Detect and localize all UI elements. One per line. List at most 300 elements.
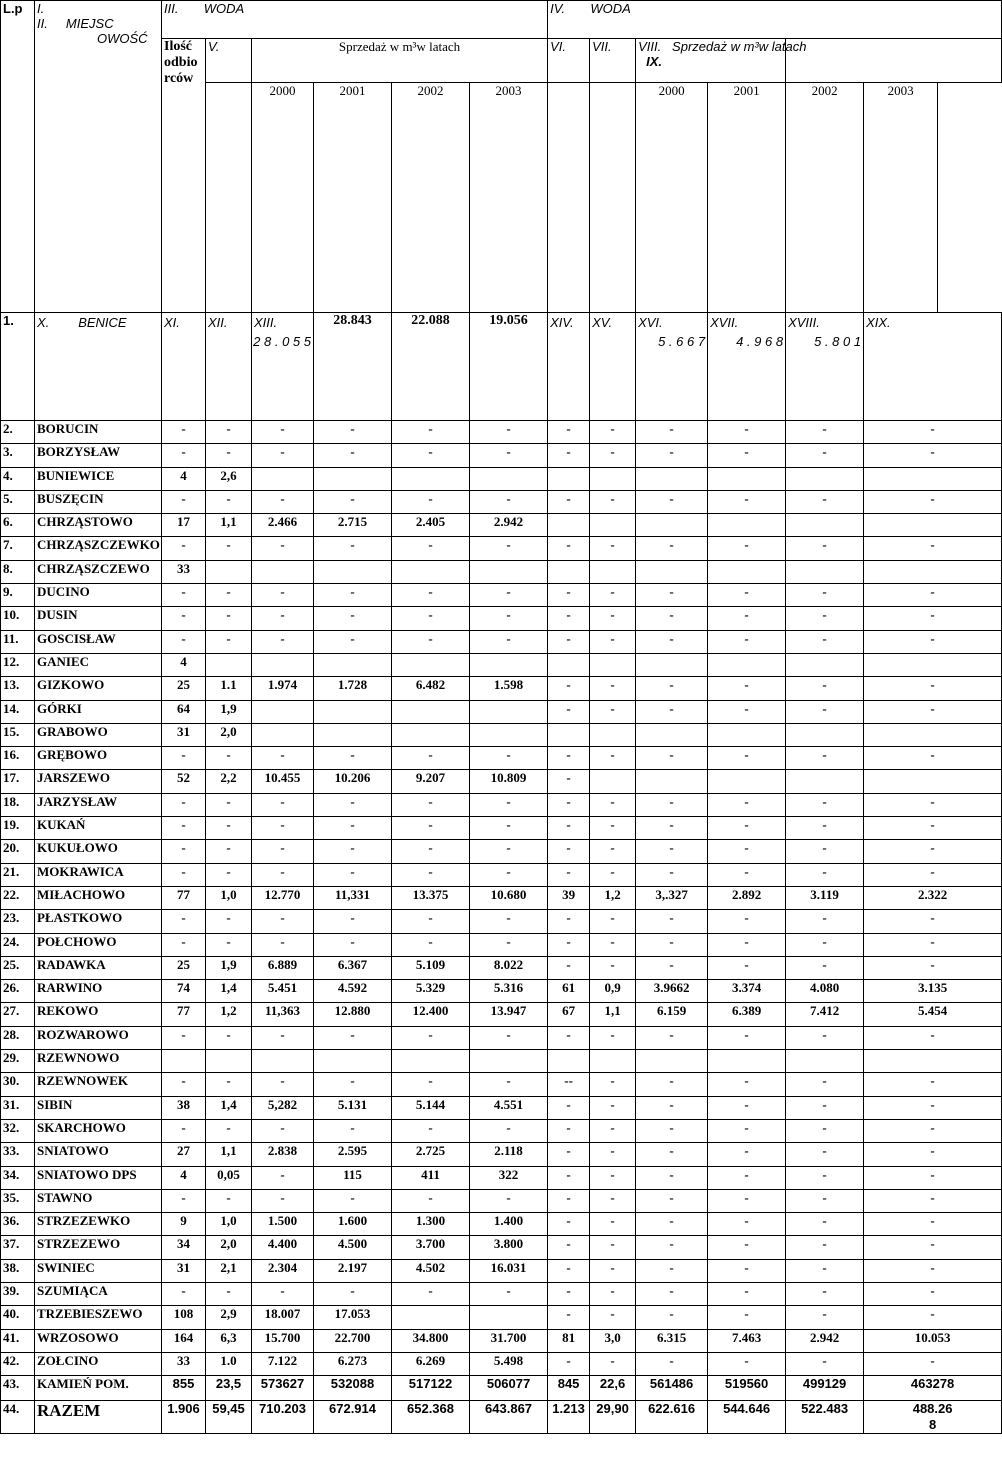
place-name: BUSZĘCIN — [35, 490, 162, 513]
woda-group-header-2 — [548, 1, 1002, 39]
table-cell: 1,2 — [590, 886, 636, 909]
table-row — [1, 1282, 1002, 1305]
table-cell: 322 — [470, 1166, 548, 1189]
table-cell: - — [636, 1119, 708, 1142]
row-number: 36. — [1, 1213, 35, 1236]
place-name: SWINIEC — [35, 1259, 162, 1282]
table-cell: - — [786, 1166, 864, 1189]
table-cell: - — [162, 1073, 206, 1096]
table-cell: 4 — [162, 653, 206, 676]
row-number: 18. — [1, 793, 35, 816]
table-cell — [314, 1050, 392, 1073]
table-cell: - — [786, 1143, 864, 1166]
table-cell: - — [786, 1119, 864, 1142]
table-cell: - — [708, 1306, 786, 1329]
table-cell: - — [162, 1026, 206, 1049]
table-cell: 4.551 — [470, 1096, 548, 1119]
table-cell: - — [708, 630, 786, 653]
table-cell: - — [548, 444, 590, 467]
table-cell: 1.906 — [162, 1401, 206, 1434]
table-cell: - — [252, 747, 314, 770]
table-cell: 1.600 — [314, 1213, 392, 1236]
place-name: BORUCIN — [35, 421, 162, 444]
table-cell: - — [162, 421, 206, 444]
table-cell: XIV. — [548, 313, 590, 421]
row-number: 3. — [1, 444, 35, 467]
table-cell: 488.26 8 — [864, 1401, 1002, 1434]
table-cell — [590, 514, 636, 537]
table-cell: 4.400 — [252, 1236, 314, 1259]
table-cell: - — [162, 537, 206, 560]
table-cell — [470, 723, 548, 746]
place-name: JARSZEWO — [35, 770, 162, 793]
table-cell — [708, 1050, 786, 1073]
table-cell: - — [548, 1189, 590, 1212]
table-cell — [708, 467, 786, 490]
place-name: REKOWO — [35, 1003, 162, 1026]
table-cell: - — [392, 863, 470, 886]
table-cell: - — [548, 421, 590, 444]
row-number: 33. — [1, 1143, 35, 1166]
table-cell: 2,1 — [206, 1259, 252, 1282]
row-number: 39. — [1, 1282, 35, 1305]
table-cell: - — [708, 1352, 786, 1375]
place-name: JARZYSŁAW — [35, 793, 162, 816]
table-cell: - — [548, 584, 590, 607]
table-cell: 61 — [548, 980, 590, 1003]
table-row — [1, 1401, 1002, 1434]
table-cell: - — [636, 1143, 708, 1166]
table-cell: -- — [548, 1073, 590, 1096]
table-cell: 652.368 — [392, 1401, 470, 1434]
table-cell: - — [590, 444, 636, 467]
table-cell: 3.374 — [708, 980, 786, 1003]
table-cell: - — [708, 747, 786, 770]
place-name: GRABOWO — [35, 723, 162, 746]
place-name: SNIATOWO — [35, 1143, 162, 1166]
table-cell: 5.316 — [470, 980, 548, 1003]
table-cell: - — [470, 793, 548, 816]
table-row — [1, 421, 1002, 444]
table-cell: 1,1 — [590, 1003, 636, 1026]
table-cell: 164 — [162, 1329, 206, 1352]
table-cell: - — [786, 444, 864, 467]
table-cell: - — [470, 1026, 548, 1049]
table-cell: - — [590, 1189, 636, 1212]
table-cell: - — [864, 1119, 1002, 1142]
table-cell: 34.800 — [392, 1329, 470, 1352]
table-cell — [548, 723, 590, 746]
cell-value: 4 . 9 6 8 — [736, 334, 784, 349]
table-cell: - — [786, 956, 864, 979]
table-cell — [206, 1050, 252, 1073]
place-name: DUSIN — [35, 607, 162, 630]
table-cell — [786, 313, 864, 421]
table-row — [1, 1213, 1002, 1236]
table-cell: - — [548, 1352, 590, 1375]
table-cell: 544.646 — [708, 1401, 786, 1434]
table-cell: - — [392, 490, 470, 513]
table-cell: - — [636, 537, 708, 560]
table-cell: 6.367 — [314, 956, 392, 979]
col-numeral: IV. — [550, 1, 566, 16]
table-cell: 517122 — [392, 1376, 470, 1401]
table-cell: XI. — [162, 313, 206, 421]
table-cell: 10.809 — [470, 770, 548, 793]
header-text: odbio — [164, 55, 198, 70]
table-cell: 3.9662 — [636, 980, 708, 1003]
table-cell: - — [786, 817, 864, 840]
table-row — [1, 1003, 1002, 1026]
table-cell: - — [590, 1259, 636, 1282]
table-cell: - — [252, 910, 314, 933]
table-cell: 672.914 — [314, 1401, 392, 1434]
table-cell — [590, 1050, 636, 1073]
table-row — [1, 1376, 1002, 1401]
table-cell: - — [590, 1213, 636, 1236]
table-cell: - — [252, 1282, 314, 1305]
row-number: 5. — [1, 490, 35, 513]
table-cell: 5.144 — [392, 1096, 470, 1119]
col-numeral: II. — [37, 16, 48, 31]
table-cell: 81 — [548, 1329, 590, 1352]
table-cell: 2.838 — [252, 1143, 314, 1166]
table-cell: 2.942 — [470, 514, 548, 537]
table-cell: - — [708, 1096, 786, 1119]
header-text: OWOŚĆ — [97, 31, 148, 46]
table-cell — [864, 467, 1002, 490]
cell-value: 2 8 . 0 5 5 — [253, 334, 311, 349]
place-name: BORZYSŁAW — [35, 444, 162, 467]
empty-header-cell — [548, 83, 590, 313]
table-cell: - — [392, 421, 470, 444]
table-cell: - — [864, 421, 1002, 444]
table-cell: - — [548, 1026, 590, 1049]
table-cell: - — [548, 700, 590, 723]
table-cell — [786, 1050, 864, 1073]
table-cell: 1,4 — [206, 1096, 252, 1119]
table-row — [1, 584, 1002, 607]
table-cell: - — [786, 537, 864, 560]
row-number: 44. — [1, 1401, 35, 1434]
place-name: BUNIEWICE — [35, 467, 162, 490]
year-header: 2001 — [708, 83, 786, 313]
table-row — [1, 886, 1002, 909]
table-row — [1, 770, 1002, 793]
table-cell: 1,0 — [206, 886, 252, 909]
table-cell: - — [590, 1166, 636, 1189]
table-cell: - — [470, 1189, 548, 1212]
table-cell: - — [252, 840, 314, 863]
table-cell: - — [708, 1259, 786, 1282]
table-cell: - — [548, 933, 590, 956]
table-cell: 1.300 — [392, 1213, 470, 1236]
place-name: POŁCHOWO — [35, 933, 162, 956]
table-cell: - — [708, 840, 786, 863]
col-numeral: XVII. — [710, 315, 739, 330]
table-cell: 1,0 — [206, 1213, 252, 1236]
table-cell: - — [206, 1119, 252, 1142]
table-cell: - — [314, 840, 392, 863]
table-cell: - — [590, 933, 636, 956]
table-cell: - — [206, 1282, 252, 1305]
table-cell: - — [206, 1073, 252, 1096]
empty-header-cell — [786, 39, 1002, 83]
table-cell — [470, 1306, 548, 1329]
table-cell: - — [708, 444, 786, 467]
table-cell — [636, 467, 708, 490]
table-cell: - — [470, 840, 548, 863]
place-name: RZEWNOWEK — [35, 1073, 162, 1096]
col-viii-header — [636, 39, 807, 83]
table-cell: 1.213 — [548, 1401, 590, 1434]
table-cell — [864, 653, 1002, 676]
table-cell — [864, 1050, 1002, 1073]
table-cell: - — [252, 1073, 314, 1096]
empty-header-cell — [206, 83, 252, 313]
table-cell: - — [708, 1213, 786, 1236]
table-cell: - — [864, 490, 1002, 513]
place-name: KUKUŁOWO — [35, 840, 162, 863]
place-name: STRZEZEWKO — [35, 1213, 162, 1236]
table-cell: 1.400 — [470, 1213, 548, 1236]
table-cell — [864, 770, 1002, 793]
table-cell: 31.700 — [470, 1329, 548, 1352]
table-cell: 4.502 — [392, 1259, 470, 1282]
row-number: 22. — [1, 886, 35, 909]
row-number: 6. — [1, 514, 35, 537]
table-cell: 12.880 — [314, 1003, 392, 1026]
table-cell: - — [786, 1236, 864, 1259]
table-cell: - — [864, 817, 1002, 840]
table-cell: 561486 — [636, 1376, 708, 1401]
table-cell: - — [548, 863, 590, 886]
place-name: SKARCHOWO — [35, 1119, 162, 1142]
table-cell: - — [590, 956, 636, 979]
table-cell: - — [314, 630, 392, 653]
table-cell: - — [786, 607, 864, 630]
table-cell: - — [786, 421, 864, 444]
row-number: 8. — [1, 560, 35, 583]
row-name — [35, 313, 162, 421]
table-cell: - — [708, 1073, 786, 1096]
table-cell: - — [392, 793, 470, 816]
table-cell — [590, 770, 636, 793]
table-cell — [252, 467, 314, 490]
place-name: ROZWAROWO — [35, 1026, 162, 1049]
table-cell — [708, 313, 786, 421]
table-cell: 2.892 — [708, 886, 786, 909]
table-cell: 622.616 — [636, 1401, 708, 1434]
table-cell: 77 — [162, 1003, 206, 1026]
table-cell — [708, 770, 786, 793]
table-cell — [636, 1050, 708, 1073]
table-cell: 10.053 — [864, 1329, 1002, 1352]
table-cell: 4.500 — [314, 1236, 392, 1259]
table-cell: 2,0 — [206, 723, 252, 746]
place-name: SZUMIĄCA — [35, 1282, 162, 1305]
row-number: 12. — [1, 653, 35, 676]
table-cell: - — [470, 933, 548, 956]
cell-value: 5 . 8 0 1 — [814, 334, 862, 349]
table-cell: - — [590, 1073, 636, 1096]
table-row — [1, 723, 1002, 746]
table-cell: - — [864, 793, 1002, 816]
table-cell: - — [590, 1119, 636, 1142]
table-cell: - — [162, 584, 206, 607]
table-cell: XV. — [590, 313, 636, 421]
col-numeral: VIII. — [638, 39, 662, 54]
table-cell: - — [590, 490, 636, 513]
place-name: GIZKOWO — [35, 677, 162, 700]
year-header: 2000 — [252, 83, 314, 313]
table-cell: - — [206, 933, 252, 956]
table-cell: 0,9 — [590, 980, 636, 1003]
table-cell: 4 — [162, 1166, 206, 1189]
place-name: BENICE — [78, 315, 127, 330]
table-cell — [252, 313, 314, 421]
table-cell: 31 — [162, 1259, 206, 1282]
table-cell: - — [708, 863, 786, 886]
table-cell: 8.022 — [470, 956, 548, 979]
table-cell: 5.329 — [392, 980, 470, 1003]
table-cell — [470, 700, 548, 723]
table-cell: 115 — [314, 1166, 392, 1189]
table-cell: - — [392, 630, 470, 653]
table-row — [1, 910, 1002, 933]
place-name: CHRZĄSTOWO — [35, 514, 162, 537]
table-cell: 6.159 — [636, 1003, 708, 1026]
table-cell: - — [548, 1259, 590, 1282]
table-cell: - — [590, 700, 636, 723]
table-cell: XIX. — [864, 313, 1002, 421]
table-cell: - — [590, 1236, 636, 1259]
table-cell: - — [864, 1026, 1002, 1049]
table-cell: - — [708, 1143, 786, 1166]
table-cell: - — [636, 607, 708, 630]
table-cell: - — [636, 793, 708, 816]
table-cell: - — [864, 537, 1002, 560]
table-cell: 18.007 — [252, 1306, 314, 1329]
table-cell: 22.700 — [314, 1329, 392, 1352]
table-cell: - — [864, 1073, 1002, 1096]
table-row — [1, 840, 1002, 863]
table-cell: - — [252, 1119, 314, 1142]
row-number: 32. — [1, 1119, 35, 1142]
place-name: TRZEBIESZEWO — [35, 1306, 162, 1329]
place-name: SNIATOWO DPS — [35, 1166, 162, 1189]
table-cell: - — [708, 584, 786, 607]
table-cell: - — [314, 747, 392, 770]
table-cell: - — [636, 956, 708, 979]
table-cell — [548, 467, 590, 490]
table-cell: - — [392, 1282, 470, 1305]
table-cell: - — [392, 607, 470, 630]
table-cell: - — [548, 770, 590, 793]
table-cell: 22.088 — [392, 313, 470, 421]
table-cell: 39 — [548, 886, 590, 909]
table-cell: - — [708, 956, 786, 979]
table-cell: - — [162, 444, 206, 467]
table-cell — [470, 560, 548, 583]
table-cell: 2.595 — [314, 1143, 392, 1166]
row-number: 37. — [1, 1236, 35, 1259]
table-row — [1, 1119, 1002, 1142]
table-cell: - — [786, 490, 864, 513]
table-cell: - — [636, 490, 708, 513]
table-cell: - — [548, 817, 590, 840]
place-name: STRZEZEWO — [35, 1236, 162, 1259]
table-cell: 29,90 — [590, 1401, 636, 1434]
row-number: 42. — [1, 1352, 35, 1375]
row-number: 40. — [1, 1306, 35, 1329]
table-cell: 1.974 — [252, 677, 314, 700]
table-cell: - — [206, 630, 252, 653]
table-cell: - — [392, 1073, 470, 1096]
lp-header: L.p — [1, 1, 35, 313]
table-cell: 10.680 — [470, 886, 548, 909]
table-cell: 643.867 — [470, 1401, 548, 1434]
table-row — [1, 677, 1002, 700]
table-cell: - — [548, 1236, 590, 1259]
table-cell: 5,282 — [252, 1096, 314, 1119]
place-name: SIBIN — [35, 1096, 162, 1119]
place-name: GOSCISŁAW — [35, 630, 162, 653]
table-cell — [786, 560, 864, 583]
table-cell: 1.598 — [470, 677, 548, 700]
table-cell: - — [548, 1306, 590, 1329]
row-number: 16. — [1, 747, 35, 770]
table-cell: - — [548, 910, 590, 933]
table-cell: - — [786, 700, 864, 723]
table-cell: 3,.327 — [636, 886, 708, 909]
table-cell — [786, 514, 864, 537]
table-cell: 5.109 — [392, 956, 470, 979]
table-cell: - — [636, 1352, 708, 1375]
place-name: KUKAŃ — [35, 817, 162, 840]
ilosc-odbiorcow-header — [162, 39, 206, 313]
table-cell: - — [548, 956, 590, 979]
place-name: KAMIEŃ POM. — [35, 1376, 162, 1401]
table-cell: - — [314, 421, 392, 444]
place-name: CHRZĄSZCZEWO — [35, 560, 162, 583]
table-cell — [314, 467, 392, 490]
table-cell: - — [786, 840, 864, 863]
table-cell: - — [162, 933, 206, 956]
table-cell: - — [590, 584, 636, 607]
table-cell: - — [708, 677, 786, 700]
table-cell: 2.304 — [252, 1259, 314, 1282]
place-name: MOKRAWICA — [35, 863, 162, 886]
place-name: RZEWNOWO — [35, 1050, 162, 1073]
row-number: 7. — [1, 537, 35, 560]
table-cell: - — [314, 1119, 392, 1142]
col-numeral: III. — [164, 1, 179, 16]
table-cell: 2.942 — [786, 1329, 864, 1352]
table-cell: 1,2 — [206, 1003, 252, 1026]
sprzedaz-header-2: Sprzedaż w m³w latach — [672, 39, 807, 54]
table-row — [1, 607, 1002, 630]
table-cell: 108 — [162, 1306, 206, 1329]
table-cell: 12.400 — [392, 1003, 470, 1026]
table-cell: - — [786, 1096, 864, 1119]
table-cell: - — [392, 537, 470, 560]
row-number: 19. — [1, 817, 35, 840]
table-cell: - — [206, 863, 252, 886]
table-cell: 77 — [162, 886, 206, 909]
col-v-header: V. — [206, 39, 252, 83]
table-cell — [636, 653, 708, 676]
